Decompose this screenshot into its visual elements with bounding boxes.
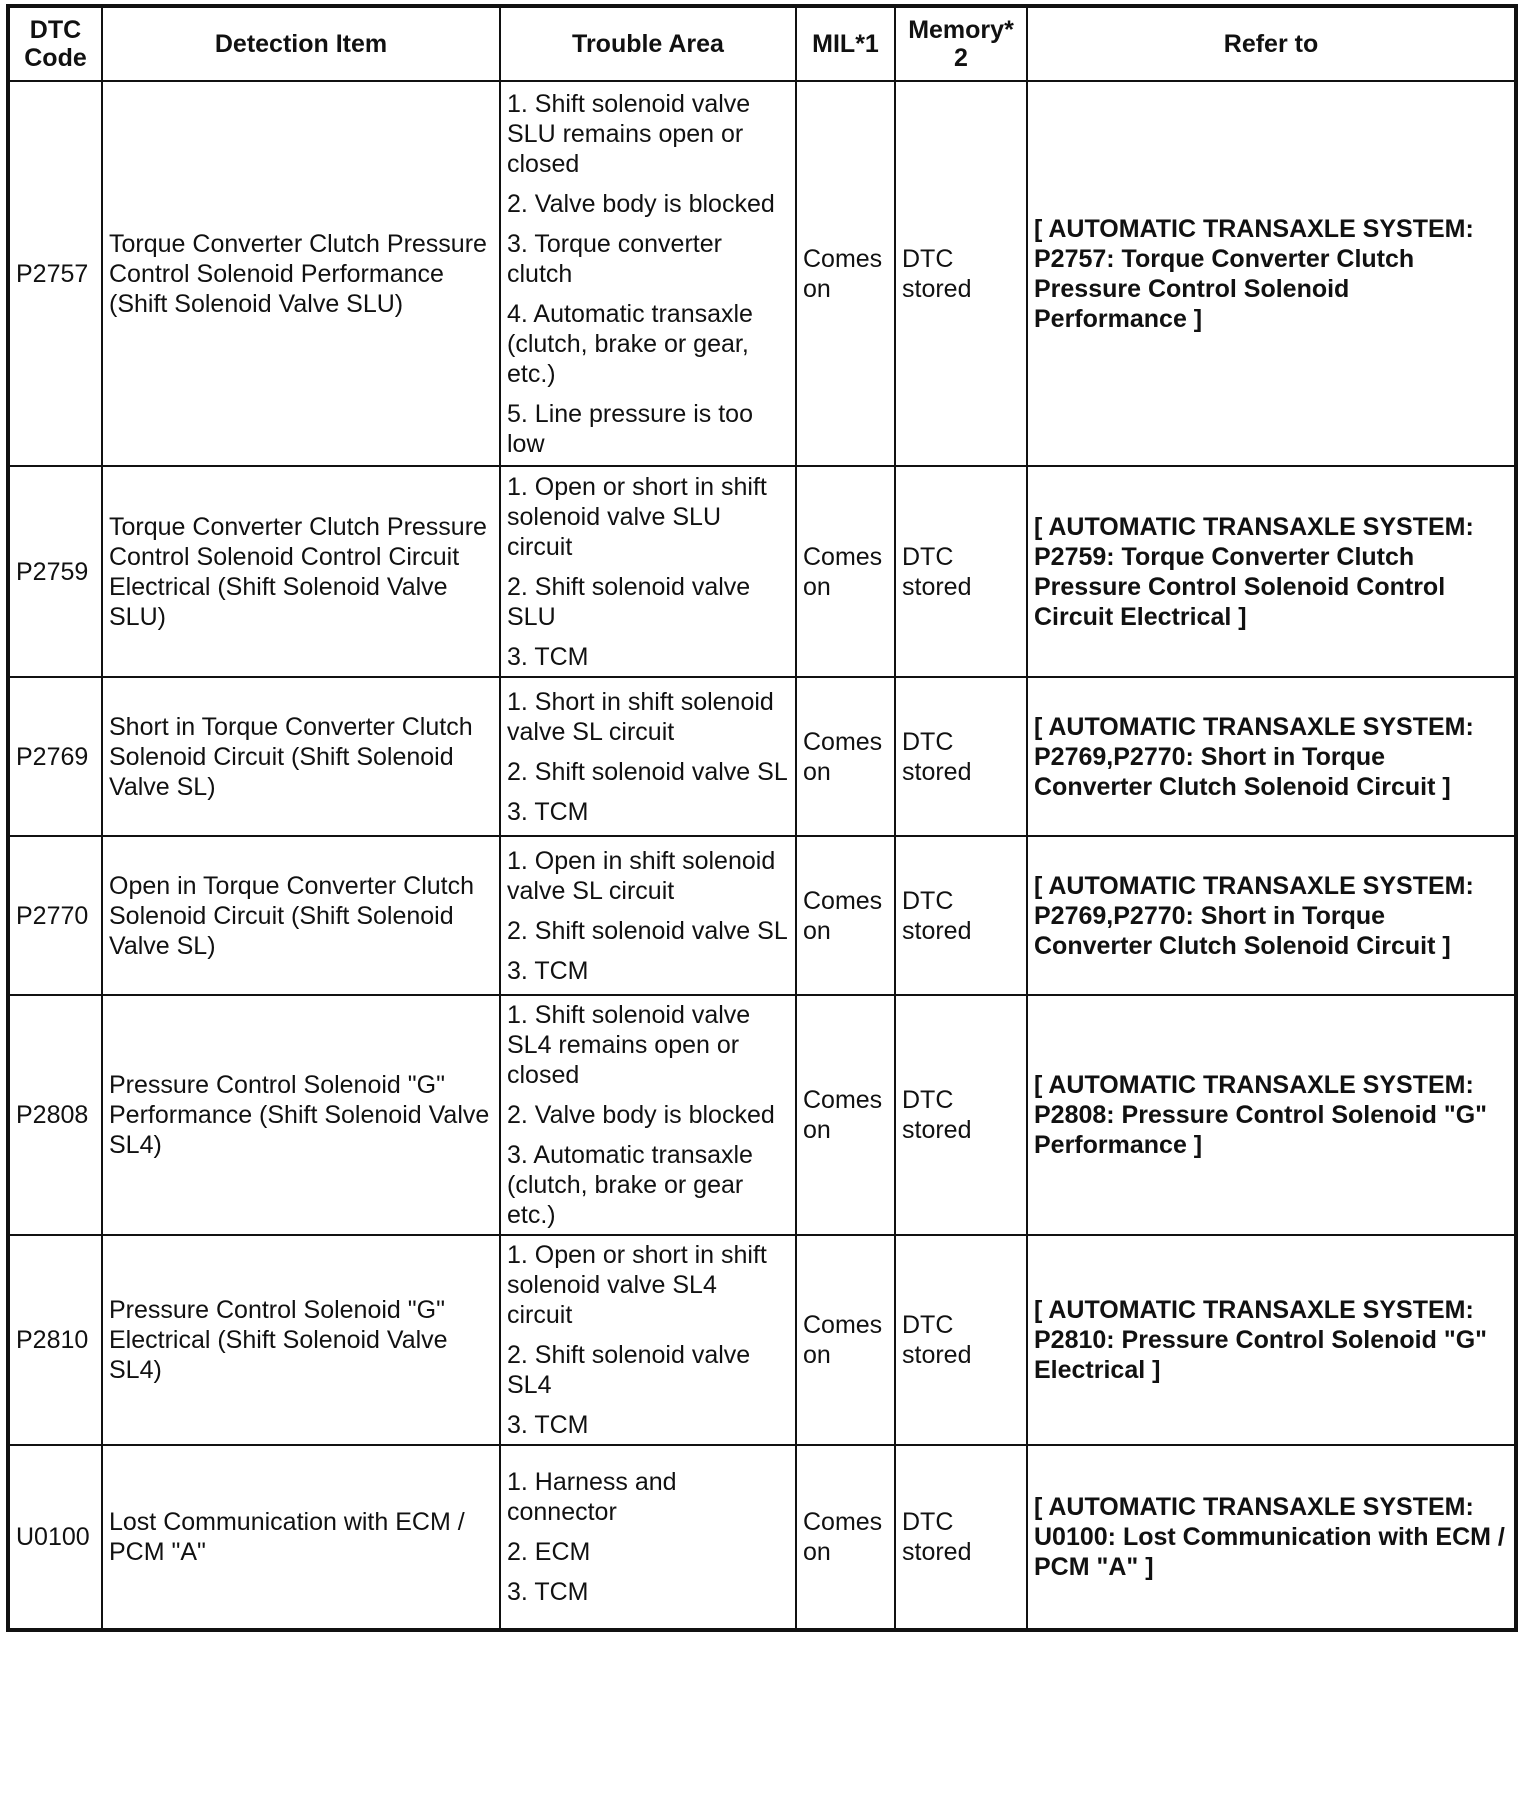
refer-to-link[interactable]: [ AUTOMATIC TRANSAXLE SYSTEM: P2810: Pressure Control Solenoid "G" Electrical ]	[1027, 1235, 1516, 1445]
detection-item: Torque Converter Clutch Pressure Control Solenoid Performance (Shift Solenoid Valve SLU)	[102, 81, 500, 466]
trouble-item: 5. Line pressure is too low	[507, 399, 753, 458]
trouble-item: 1. Open or short in shift solenoid valve SL4 circuit	[507, 1241, 767, 1329]
table-row	[8, 1445, 1516, 1630]
trouble-item: 1. Short in shift solenoid valve SL circuit	[507, 687, 774, 746]
mil-status: Comes on	[796, 1445, 895, 1630]
refer-to-link[interactable]: [ AUTOMATIC TRANSAXLE SYSTEM: P2769,P2770: Short in Torque Converter Clutch Solenoid Circuit ]	[1027, 677, 1516, 836]
trouble-item: 1. Shift solenoid valve SLU remains open or closed	[507, 89, 751, 178]
dtc-code: P2759	[8, 466, 102, 677]
mil-status: Comes on	[796, 836, 895, 995]
refer-to-link[interactable]: [ AUTOMATIC TRANSAXLE SYSTEM: P2757: Torque Converter Clutch Pressure Control Solenoid Performance ]	[1027, 81, 1516, 466]
memory-status: DTC stored	[895, 1445, 1027, 1630]
trouble-area	[500, 466, 796, 677]
header-dtc-code-line2: Code	[24, 44, 87, 72]
dtc-code: P2757	[8, 81, 102, 466]
memory-status: DTC stored	[895, 995, 1027, 1235]
detection-item: Lost Communication with ECM / PCM "A"	[102, 1445, 500, 1630]
memory-status: DTC stored	[895, 466, 1027, 677]
trouble-item: 2. Shift solenoid valve SL	[507, 757, 788, 786]
table-row	[8, 836, 1516, 995]
trouble-area	[500, 995, 796, 1235]
refer-to-link[interactable]: [ AUTOMATIC TRANSAXLE SYSTEM: U0100: Lost Communication with ECM / PCM "A" ]	[1027, 1445, 1516, 1630]
trouble-item: 1. Harness and connector	[507, 1468, 677, 1526]
memory-status: DTC stored	[895, 836, 1027, 995]
table-row	[8, 995, 1516, 1235]
trouble-item: 2. Valve body is blocked	[507, 1101, 775, 1129]
dtc-code: U0100	[8, 1445, 102, 1630]
trouble-item: 3. Torque converter clutch	[507, 229, 722, 288]
refer-to-link[interactable]: [ AUTOMATIC TRANSAXLE SYSTEM: P2759: Torque Converter Clutch Pressure Control Solenoid Control Circuit Electrical ]	[1027, 466, 1516, 677]
trouble-area	[500, 836, 796, 995]
trouble-item: 2. Shift solenoid valve SL4	[507, 1341, 751, 1399]
trouble-item: 1. Open or short in shift solenoid valve SLU circuit	[507, 472, 767, 561]
header-mil: MIL*1	[796, 6, 895, 81]
detection-item: Open in Torque Converter Clutch Solenoid Circuit (Shift Solenoid Valve SL)	[102, 836, 500, 995]
trouble-item: 2. Shift solenoid valve SL	[507, 916, 788, 945]
header-detection-item: Detection Item	[102, 6, 500, 81]
trouble-item: 3. Automatic transaxle (clutch, brake or gear etc.)	[507, 1141, 753, 1229]
trouble-item: 2. Valve body is blocked	[507, 189, 775, 218]
trouble-area	[500, 677, 796, 836]
mil-status: Comes on	[796, 81, 895, 466]
dtc-code: P2770	[8, 836, 102, 995]
trouble-item: 1. Open in shift solenoid valve SL circuit	[507, 846, 776, 905]
dtc-code: P2769	[8, 677, 102, 836]
detection-item: Torque Converter Clutch Pressure Control Solenoid Control Circuit Electrical (Shift Solenoid Valve SLU)	[102, 466, 500, 677]
dtc-table	[6, 4, 1518, 1632]
table-row	[8, 466, 1516, 677]
trouble-item: 3. TCM	[507, 1411, 589, 1439]
header-dtc-code-line1: DTC	[29, 16, 82, 44]
mil-status: Comes on	[796, 1235, 895, 1445]
detection-item: Pressure Control Solenoid "G" Electrical (Shift Solenoid Valve SL4)	[102, 1235, 500, 1445]
detection-item: Short in Torque Converter Clutch Solenoid Circuit (Shift Solenoid Valve SL)	[102, 677, 500, 836]
trouble-item: 3. TCM	[507, 1578, 589, 1606]
mil-status: Comes on	[796, 995, 895, 1235]
memory-status: DTC stored	[895, 1235, 1027, 1445]
trouble-area	[500, 81, 796, 466]
trouble-item: 4. Automatic transaxle (clutch, brake or gear, etc.)	[507, 299, 753, 388]
header-memory: Memory*2	[895, 6, 1027, 81]
header-refer-to: Refer to	[1027, 6, 1516, 81]
trouble-area	[500, 1235, 796, 1445]
trouble-area	[500, 1445, 796, 1630]
table-row	[8, 677, 1516, 836]
header-dtc-code	[8, 6, 102, 81]
trouble-item: 2. Shift solenoid valve SLU	[507, 572, 751, 631]
refer-to-link[interactable]: [ AUTOMATIC TRANSAXLE SYSTEM: P2769,P2770: Short in Torque Converter Clutch Solenoid Circuit ]	[1027, 836, 1516, 995]
header-trouble-area: Trouble Area	[500, 6, 796, 81]
trouble-item: 1. Shift solenoid valve SL4 remains open or closed	[507, 1001, 751, 1089]
mil-status: Comes on	[796, 466, 895, 677]
dtc-code: P2810	[8, 1235, 102, 1445]
detection-item: Pressure Control Solenoid "G" Performance (Shift Solenoid Valve SL4)	[102, 995, 500, 1235]
dtc-code: P2808	[8, 995, 102, 1235]
table-row	[8, 1235, 1516, 1445]
trouble-item: 3. TCM	[507, 642, 589, 671]
table-row	[8, 81, 1516, 466]
mil-status: Comes on	[796, 677, 895, 836]
memory-status: DTC stored	[895, 81, 1027, 466]
trouble-item: 2. ECM	[507, 1538, 591, 1566]
refer-to-link[interactable]: [ AUTOMATIC TRANSAXLE SYSTEM: P2808: Pressure Control Solenoid "G" Performance ]	[1027, 995, 1516, 1235]
table-header-row	[8, 6, 1516, 81]
memory-status: DTC stored	[895, 677, 1027, 836]
trouble-item: 3. TCM	[507, 797, 589, 826]
trouble-item: 3. TCM	[507, 956, 589, 985]
